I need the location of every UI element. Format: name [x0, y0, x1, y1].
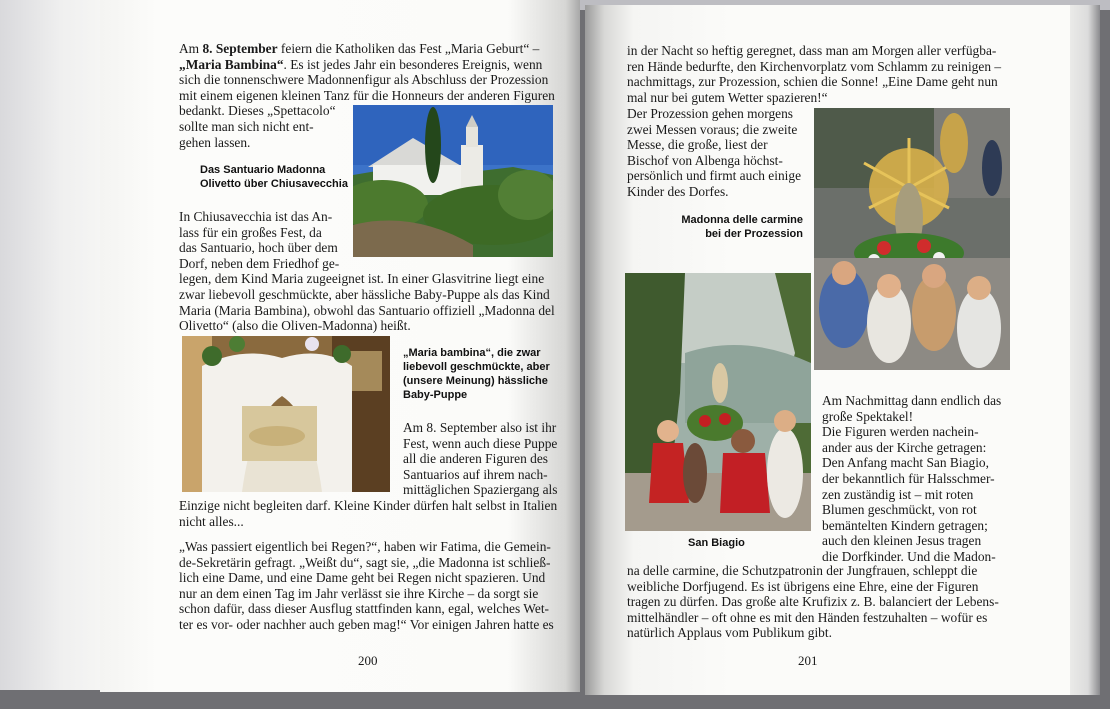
- page-number-right: 201: [798, 653, 818, 668]
- photo-madonna-procession: [814, 108, 1010, 370]
- left-para-1: Am 8. September feiern die Katholiken das Fest „Maria Geburt“ – „Maria Bambina“. Es ist jedes Jahr ein besonderes Ereignis, wenn sich die tonnenschwere Madonnenfigur als Abschluss der Prozession mit einem eigenen kleinen Tanz für die Honneurs der anderen Figuren bedankt. Dieses „Spettacolo“ sollte man sich nicht ent- gehen lassen.: [179, 41, 555, 150]
- right-para-2: Der Prozession gehen morgens zwei Messen voraus; die zweite Messe, die große, liest der Bischof von Albenga höchst- persönlich und firmt auch einige Kinder des Dorfes.: [627, 106, 802, 199]
- left-caption-santuario: Das Santuario Madonna Olivetto über Chiusavecchia: [200, 164, 348, 190]
- photo-san-biagio: [625, 273, 811, 531]
- book-page-edges-left: [0, 0, 110, 690]
- left-para-2: In Chiusavecchia ist das An- lass für ein großes Fest, da das Santuario, hoch über dem Dorf, neben dem Friedhof ge- legen, dem Kind Maria zugeeignet ist. In einer Glasvitrine liegt eine zwar liebevoll geschmückte, aber hässliche Baby-Puppe als das Kind Maria (Maria Bambina), obwohl das Santuario offiziell „Madonna del Olivetto“ (also die Oliven-Madonna) heißt.: [179, 209, 555, 334]
- left-para-4: „Was passiert eigentlich bei Regen?“, haben wir Fatima, die Gemein- de-Sekretärin gefragt. „Weißt du“, sagt sie, „die Madonna ist schließ- lich eine Dame, und eine Dame geht bei Regen nicht spazieren. Und nur an dem einen Tag im Jahr verlässt sie ihre Kirche – da sorgt sie schon dafür, dass dieser Ausflug stattfinden kann, egal, welches Wet- ter es vor- oder nachher auch geben mag!“ Vor einigen Jahren hatte es: [179, 539, 554, 632]
- page-number-left: 200: [358, 653, 378, 668]
- left-para-3-cont: Einzige nicht begleiten darf. Kleine Kinder dürfen halt selbst in Italien nicht alles...: [179, 498, 558, 529]
- right-para-1: in der Nacht so heftig geregnet, dass man am Morgen aller verfügba- ren Hände bedurfte, den Kirchenvorplatz vom Schlamm zu reinigen – nachmittags, zur Prozession, schien die Sonne! „Eine Dame geht nun mal nur bei gutem Wetter spazieren!“: [627, 43, 1002, 105]
- left-page: [100, 0, 580, 692]
- right-caption-madonna-carmine: Madonna delle carmine bei der Prozession: [681, 214, 803, 240]
- photo-maria-bambina-shrine: [182, 336, 390, 492]
- right-page: [585, 5, 1070, 695]
- left-caption-maria-bambina: „Maria bambina“, die zwar liebevoll geschmückte, aber (unsere Meinung) hässliche Baby-Puppe: [403, 347, 550, 401]
- right-para-3: Am Nachmittag dann endlich das große Spektakel! Die Figuren werden nachein- ander aus der Kirche getragen: Den Anfang macht San Biagio, der bekanntlich für Halsschmer- zen zuständig ist – mit roten Blumen geschmückt, von rot bemäntelten Kindern getragen; auch den kleinen Jesus tragen die Dorfkinder. Und die Madon-: [822, 393, 1002, 564]
- right-para-4: na delle carmine, die Schutzpatronin der Jungfrauen, schleppt die weibliche Dorfjugend. Es ist übrigens eine Ehre, eine der Figuren tragen zu dürfen. Das große alte Krufizix z. B. balanciert der Lebens- mittelhändler – oft ohne es mit den Händen festzuhalten – wofür es natürlich Applaus vom Publikum gibt.: [627, 563, 999, 641]
- right-caption-san-biagio: San Biagio: [688, 537, 745, 549]
- left-para-3: Am 8. September also ist ihr Fest, wenn auch diese Puppe all die anderen Figuren des Santuarios auf ihrem nach- mittäglichen Spaziergang als: [403, 420, 558, 498]
